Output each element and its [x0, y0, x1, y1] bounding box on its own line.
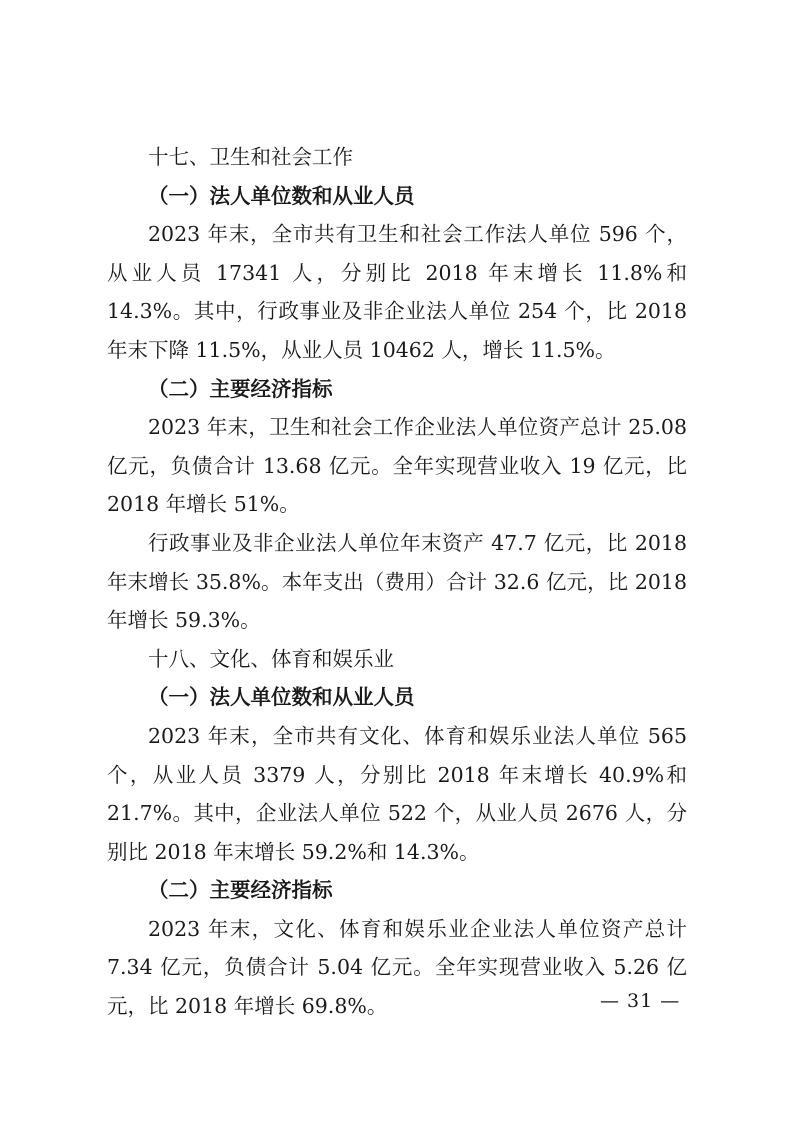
paragraph-health-enterprise-assets: 2023 年末，卫生和社会工作企业法人单位资产总计 25.08 亿元，负债合计 13.68 亿元。全年实现营业收入 19 亿元，比 2018 年增长 51%。: [107, 415, 687, 517]
subheading-culture-economics: （二）主要经济指标: [148, 878, 333, 903]
page-number: — 31 —: [600, 990, 681, 1012]
subheading-health-units: （一）法人单位数和从业人员: [148, 183, 415, 208]
paragraph-health-nonenterprise-assets: 行政事业及非企业法人单位年末资产 47.7 亿元，比 2018 年末增长 35.8%。本年支出（费用）合计 32.6 亿元，比 2018 年增长 59.3%。: [107, 530, 687, 633]
paragraph-culture-enterprise-assets: 2023 年末，文化、体育和娱乐业企业法人单位资产总计 7.34 亿元，负债合计 5.04 亿元。全年实现营业收入 5.26 亿元，比 2018 年增长 69.8%。: [107, 916, 687, 1019]
section-heading-culture: 十八、文化、体育和娱乐业: [148, 646, 394, 671]
paragraph-health-units: 2023 年末，全市共有卫生和社会工作法人单位 596 个，从业人员 17341 人，分别比 2018 年末增长 11.8%和 14.3%。其中，行政事业及非企业法人单位 254 个，比 2018 年末下降 11.5%，从业人员 10462 人，增长 11.5%。: [107, 222, 687, 362]
section-heading-health: 十七、卫生和社会工作: [148, 145, 353, 169]
subheading-health-economics: （二）主要经济指标: [148, 376, 333, 401]
subheading-culture-units: （一）法人单位数和从业人员: [148, 685, 415, 710]
paragraph-culture-units: 2023 年末，全市共有文化、体育和娱乐业法人单位 565 个，从业人员 3379 人，分别比 2018 年末增长 40.9%和 21.7%。其中，企业法人单位 522 个，从业人员 2676 人，分别比 2018 年末增长 59.2%和 14.3%。: [107, 723, 687, 864]
page-content: [107, 138, 687, 1026]
